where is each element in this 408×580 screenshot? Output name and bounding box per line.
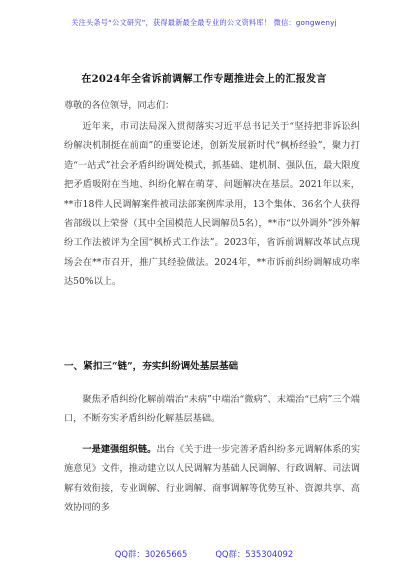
section-heading: 一、紧扣三“链”，夯实纠纷调处基层基础 (64, 361, 239, 372)
paragraph-intro: 近年来，市司法局深入贯彻落实习近平总书记关于“坚持把非诉讼纠纷解决机制挺在前面”的重要论述，创新发展新时代“枫桥经验”，聚力打造“一站式”社会矛盾纠纷调处模式，抓基础、建机制、强队伍，最大限度把矛盾吸附在当地、纠纷化解在萌芽、问题解决在基层。2021年以来，**市18件人民调解案件被司法部案例库录用，13个集体、36名个人获得省部级以上荣誉（其中全国模范人民调解员5名），**市“以外调外”涉外解纷工作法被评为全国“枫桥式工作法”。2023年，省诉前调解改革试点现场会在**市召开，推广其经验做法。2024年，**市诉前纠纷调解成功率达50%以上。 (64, 121, 360, 288)
paragraph-lead: 一是建强组织链。 (82, 444, 157, 455)
paragraph-body: 出台《关于进一步完善矛盾纠纷多元调解体系的实施意见》文件，推动建立以人民调解为基础人民调解、行政调解、司法调解有效衔接，专业调解、行业调解、商事调解等优势互补、资源共享、高效协同的多 (64, 444, 361, 514)
header-banner: 关注头条号“公文研究”，获得最新最全最专业的公文资料库！ 微信：gongwenyj (71, 18, 337, 27)
paragraph-section-intro: 聚焦矛盾纠纷化解前端治“未病”中端治“微病”、末端治“已病”三个端口，不断夯实矛盾纠纷化解基层基础。 (64, 394, 360, 425)
document-title: 在2024年全省诉前调解工作专题推进会上的汇报发言 (81, 74, 327, 85)
footer-qq-group-2: QQ群：535304092 (215, 549, 294, 559)
footer-qq-group-1: QQ群：30265665 (114, 549, 188, 559)
paragraph-organization-chain (64, 440, 360, 518)
salutation: 尊敬的各位领导，同志们： (64, 100, 175, 111)
footer-contact (0, 548, 408, 560)
